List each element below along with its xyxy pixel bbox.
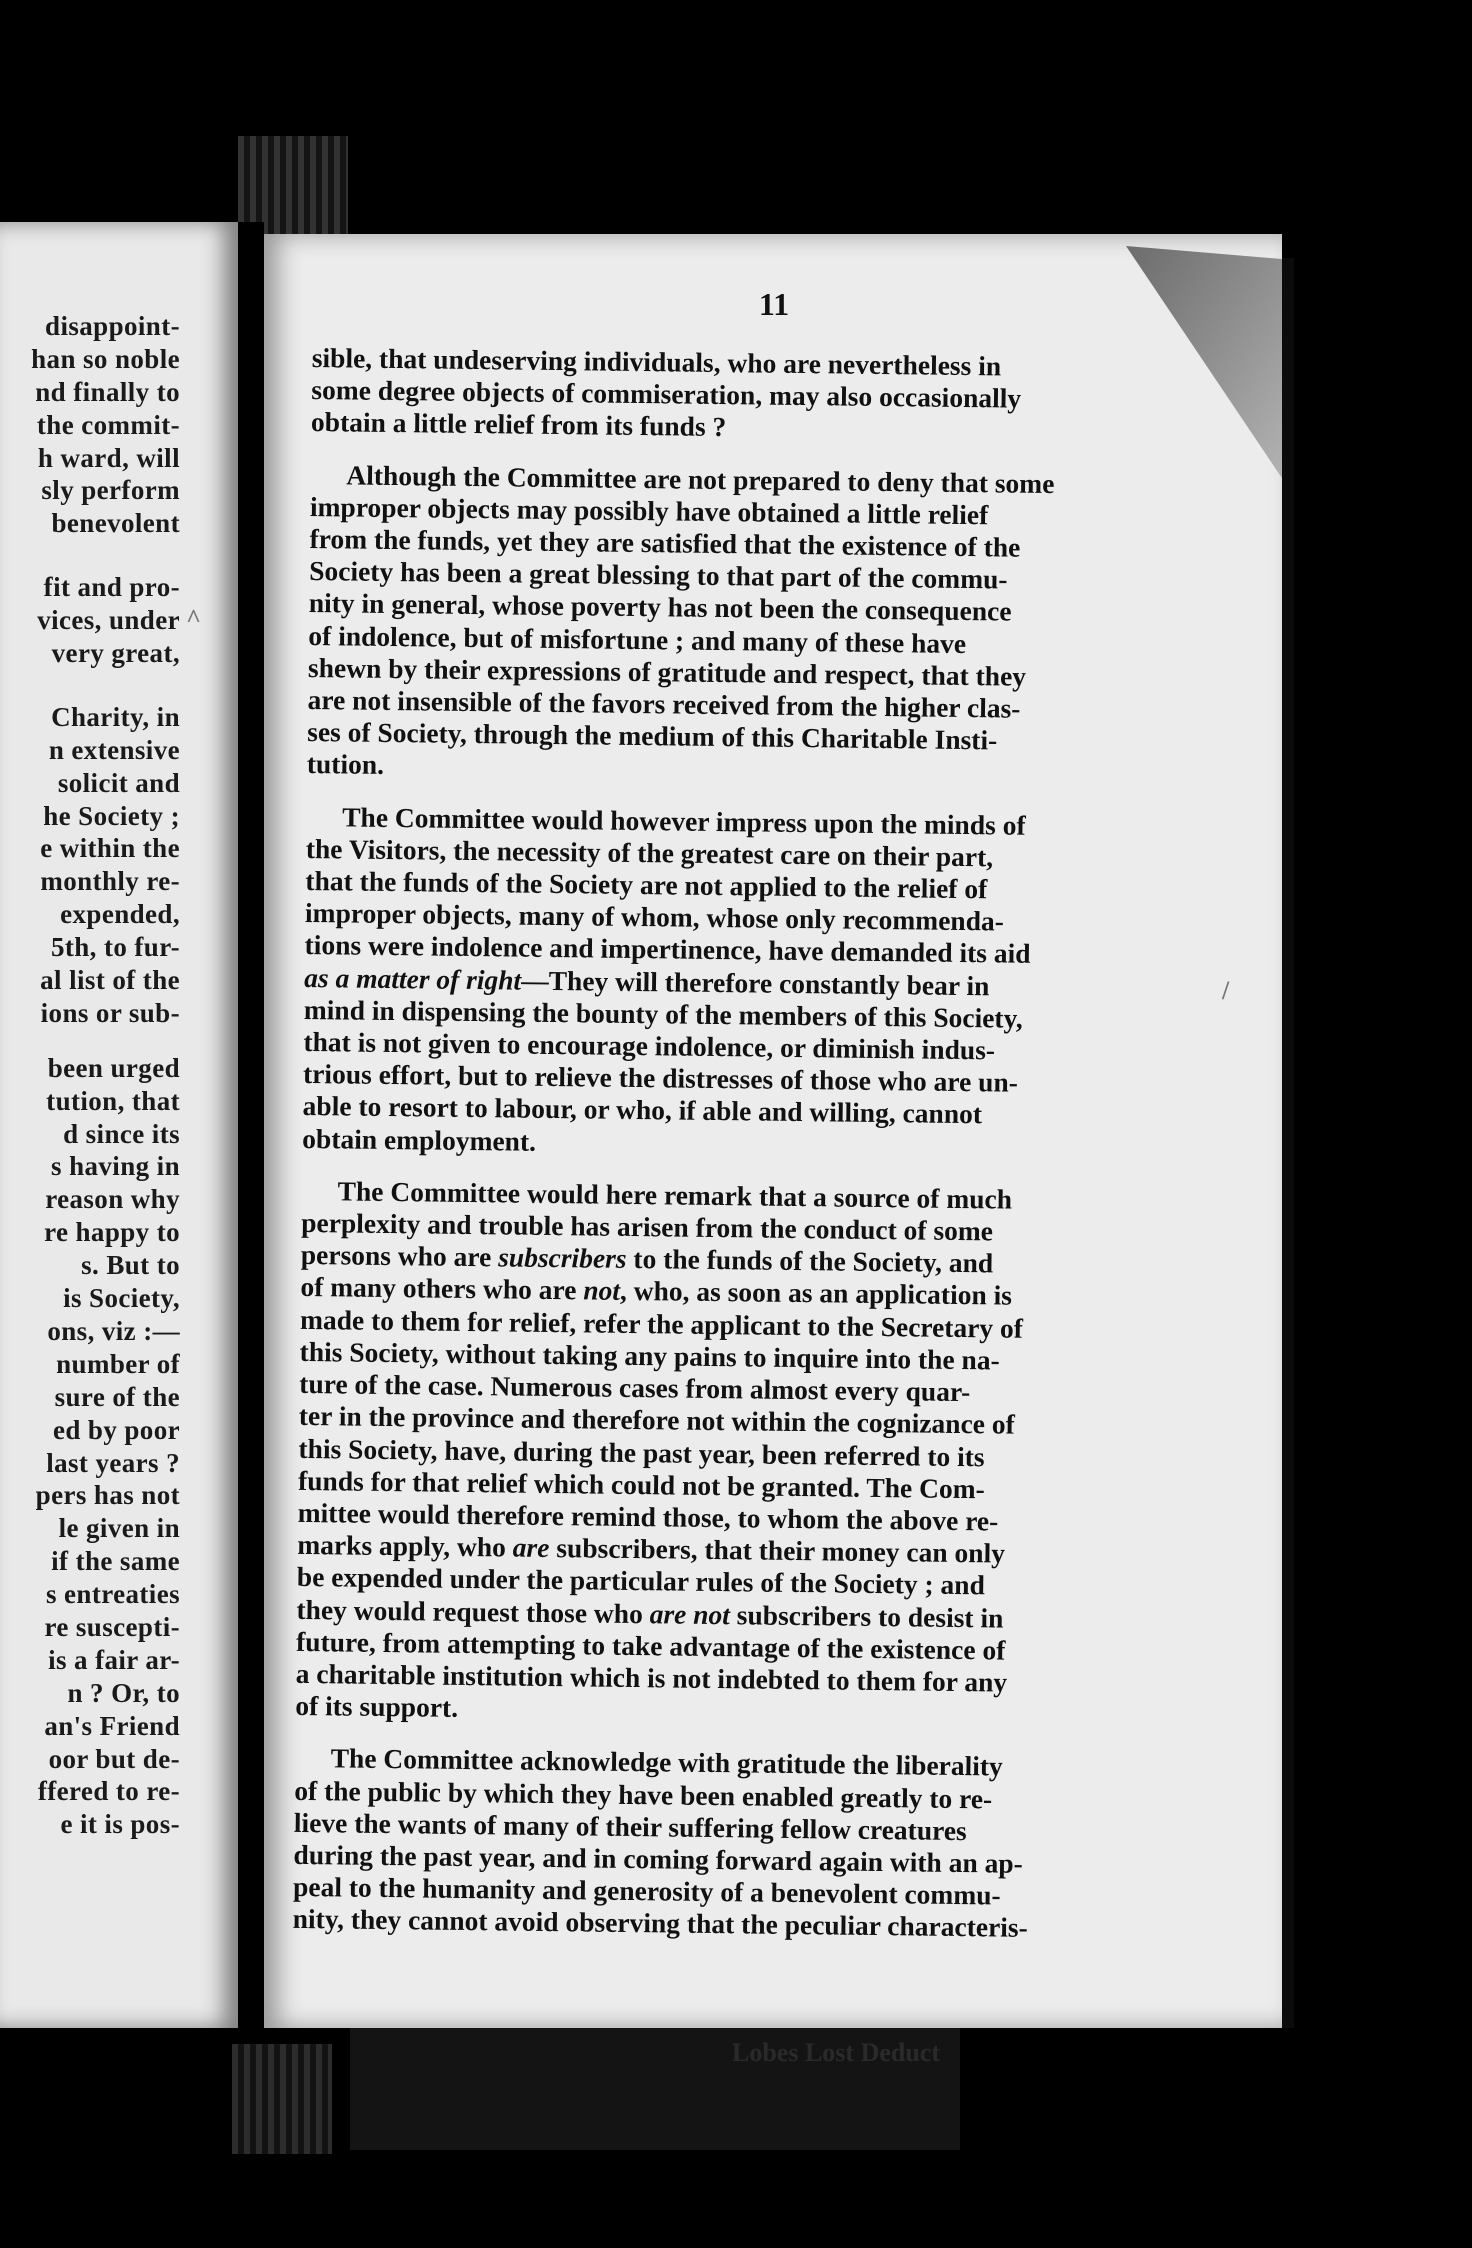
p1-line: some degree objects of commiseration, may also occasionally xyxy=(311,374,1022,414)
p4-line: marks apply, who xyxy=(297,1529,513,1563)
p4-line: of many others who are xyxy=(300,1271,584,1306)
italic-word: subscribers xyxy=(498,1241,627,1275)
left-page-line: ons, viz :— xyxy=(47,1315,180,1346)
p4-line: funds for that relief which could not be granted. The Com- xyxy=(297,1464,985,1505)
left-page-line: pers has not xyxy=(35,1480,180,1511)
p5-line: during the past year, and in coming forward again with an ap- xyxy=(293,1838,1024,1879)
left-page-line: ions or sub- xyxy=(40,997,180,1028)
right-page-text xyxy=(293,342,1174,1946)
p4-line: ter in the province and therefore not within the cognizance of xyxy=(298,1400,1015,1440)
left-page-line: if the same xyxy=(51,1546,180,1577)
page-number: 11 xyxy=(758,286,790,322)
margin-mark-left: ^ xyxy=(186,604,202,633)
paragraph-2 xyxy=(307,459,1173,792)
p5-line: nity, they cannot avoid observing that the peculiar characteris- xyxy=(292,1903,1028,1944)
p2-line: from the funds, yet they are satisfied that the existence of the xyxy=(309,523,1021,563)
p3-line: improper objects, many of whom, whose only recommenda- xyxy=(304,897,1005,937)
left-page-line: last years ? xyxy=(46,1447,180,1478)
p3-line: that the funds of the Society are not applied to the relief of xyxy=(305,865,988,905)
p3-line: obtain employment. xyxy=(302,1122,537,1157)
left-page-line: tution, that xyxy=(46,1085,180,1116)
left-page-line: nd finally to xyxy=(35,376,180,407)
left-page-line: he Society ; xyxy=(43,800,180,831)
left-page-line: s entreaties xyxy=(45,1579,180,1610)
p4-line: mittee would therefore remind those, to whom the above re- xyxy=(297,1496,999,1537)
p4-line: future, from attempting to take advantage of the existence of xyxy=(295,1625,1006,1666)
p4-line: made to them for relief, refer the applicant to the Secretary of xyxy=(299,1303,1024,1344)
left-page-line: le given in xyxy=(58,1513,180,1544)
right-page xyxy=(264,234,1282,2028)
left-page-line: d since its xyxy=(63,1118,180,1149)
p4-line: ture of the case. Numerous cases from almost every quar- xyxy=(299,1368,971,1408)
p2-line: tution. xyxy=(306,748,385,781)
p4-line: this Society, without taking any pains to inquire into the na- xyxy=(299,1335,1000,1376)
p5-line: peal to the humanity and generosity of a benevolent commu- xyxy=(292,1871,1001,1911)
left-page-line: e it is pos- xyxy=(60,1809,180,1840)
margin-mark-right: / xyxy=(1222,976,1230,1005)
left-page-line: h ward, will xyxy=(37,442,180,473)
italic-word: are not xyxy=(649,1597,731,1630)
paragraph-5 xyxy=(293,1742,1157,1946)
left-page-line: disappoint- xyxy=(45,311,180,341)
p4-line: of its support. xyxy=(295,1690,459,1724)
page-edge-shadow xyxy=(1282,258,1294,2028)
p2-line: Society has been a great blessing to that part of the commu- xyxy=(309,555,1008,595)
p4-line: be expended under the particular rules of the Society ; and xyxy=(296,1561,986,1601)
left-page-line: e within the xyxy=(40,833,180,864)
p2-line: are not insensible of the favors received from the higher clas- xyxy=(307,684,1021,724)
p2-line: Although the Committee are not prepared to deny that some xyxy=(346,459,1055,499)
p4-line: this Society, have, during the past year, been referred to its xyxy=(298,1432,985,1472)
left-page-line: Charity, in xyxy=(51,701,180,732)
left-page-line: ed by poor xyxy=(52,1414,180,1445)
italic-phrase: as a matter of right xyxy=(304,961,522,996)
left-page-line: al list of the xyxy=(40,965,180,996)
italic-word: are xyxy=(512,1531,550,1564)
italic-word: not xyxy=(583,1274,621,1307)
p2-line: ses of Society, through the medium of this Charitable Insti- xyxy=(307,716,998,756)
book-spine-bottom xyxy=(232,2044,332,2154)
left-page-line: an's Friend xyxy=(44,1710,180,1741)
p5-line: lieve the wants of many of their suffering fellow creatures xyxy=(293,1806,967,1846)
p3-line: tions were indolence and impertinence, have demanded its aid xyxy=(304,929,1031,970)
underlying-sheet xyxy=(350,2010,960,2150)
p5-line: The Committee acknowledge with gratitude the liberality xyxy=(330,1742,1003,1782)
paragraph-4 xyxy=(295,1175,1164,1733)
left-page-line: expended, xyxy=(60,899,180,930)
left-page xyxy=(0,222,238,2028)
p4-line: The Committee would here remark that a source of much xyxy=(337,1175,1013,1215)
left-page-line: oor but de- xyxy=(48,1743,180,1774)
left-page-line: very great, xyxy=(51,638,180,669)
p2-line: shewn by their expressions of gratitude and respect, that they xyxy=(307,651,1027,692)
p3-line: trious effort, but to relieve the distresses of those who are un- xyxy=(302,1058,1019,1098)
left-page-line: s having in xyxy=(51,1151,180,1182)
p3-line6-rest: —They will therefore constantly bear in xyxy=(521,964,990,1001)
p4-line: subscribers to desist in xyxy=(729,1598,1004,1634)
p3-line: mind in dispensing the bounty of the members of this Society, xyxy=(303,993,1023,1034)
left-page-line: the commit- xyxy=(36,409,180,440)
left-page-line: han so noble xyxy=(31,343,180,374)
p2-line: of indolence, but of misfortune ; and many of these have xyxy=(308,619,967,659)
p4-line: they would request those who xyxy=(296,1593,650,1629)
left-page-line: reason why xyxy=(45,1184,180,1215)
p1-line: sible, that undeserving individuals, who are nevertheless in xyxy=(311,342,1002,382)
left-page-text xyxy=(31,310,180,1841)
p4-line: subscribers, that their money can only xyxy=(549,1532,1006,1569)
p3-line: The Committee would however impress upon the minds of xyxy=(342,801,1026,841)
p2-line: nity in general, whose poverty has not been the consequence xyxy=(308,587,1012,627)
p3-line: able to resort to labour, or who, if able and willing, cannot xyxy=(302,1090,983,1130)
paragraph-3 xyxy=(302,801,1168,1166)
left-page-line: solicit and xyxy=(57,767,180,798)
p3-line: that is not given to encourage indolence, or diminish indus- xyxy=(303,1026,996,1066)
book-gutter xyxy=(238,222,264,2028)
left-page-line: sly perform xyxy=(41,475,180,506)
left-page-line: number of xyxy=(56,1348,180,1379)
p4-line: a charitable institution which is not indebted to them for any xyxy=(295,1657,1008,1698)
underlying-sheet-text: Lobes Lost Deduct xyxy=(731,2038,940,2067)
left-page-line: re happy to xyxy=(44,1217,180,1248)
left-page-line: is Society, xyxy=(63,1283,180,1314)
p4-line: , who, as soon as an application is xyxy=(619,1275,1013,1312)
p2-line: improper objects may possibly have obtained a little relief xyxy=(309,490,989,531)
left-page-line: n ? Or, to xyxy=(67,1677,180,1708)
paragraph-1 xyxy=(311,342,1174,449)
book-spine-top xyxy=(238,136,348,236)
p1-line: obtain a little relief from its funds ? xyxy=(310,406,727,443)
left-page-line: fit and pro- xyxy=(43,572,180,603)
p4-line: to the funds of the Society, and xyxy=(626,1243,994,1279)
p5-line: of the public by which they have been enabled greatly to re- xyxy=(294,1774,993,1814)
left-page-line: is a fair ar- xyxy=(48,1644,180,1675)
left-page-line: ffered to re- xyxy=(37,1776,180,1807)
left-page-line: 5th, to fur- xyxy=(50,932,180,963)
p4-line: persons who are xyxy=(300,1239,499,1273)
left-page-line: s. But to xyxy=(81,1250,180,1281)
left-page-line: n extensive xyxy=(48,734,180,765)
left-page-line: re suscepti- xyxy=(44,1611,180,1642)
left-page-line: vices, under xyxy=(37,605,180,636)
p4-line: perplexity and trouble has arisen from the conduct of some xyxy=(301,1207,994,1247)
left-page-line: been urged xyxy=(47,1052,180,1083)
left-page-line: monthly re- xyxy=(40,866,180,897)
left-page-line: benevolent xyxy=(51,508,180,539)
left-page-line: sure of the xyxy=(54,1381,180,1412)
p3-line: the Visitors, the necessity of the greatest care on their part, xyxy=(305,832,994,873)
